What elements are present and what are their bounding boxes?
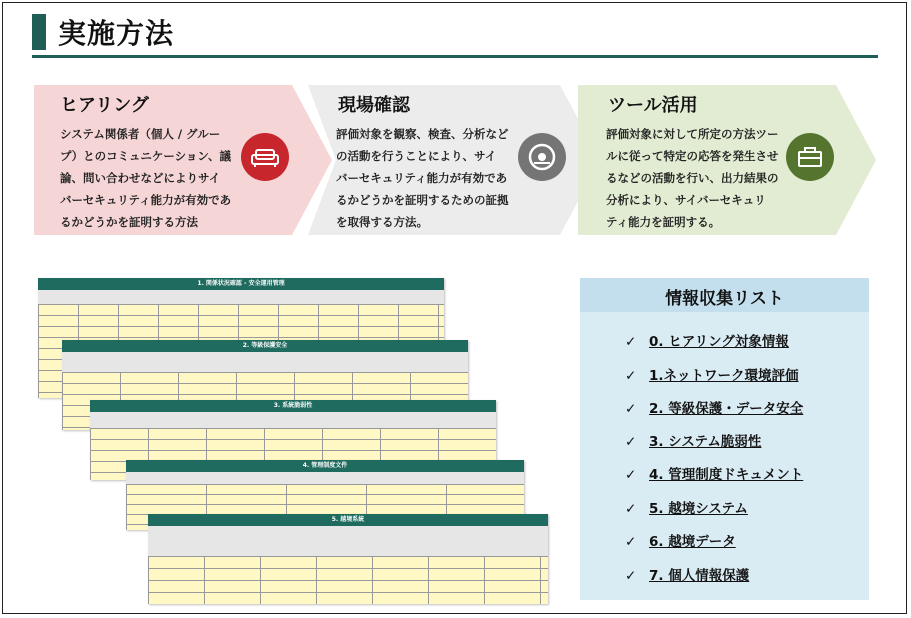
page-title: 実施方法	[58, 17, 175, 50]
title-accent-bar	[32, 14, 46, 50]
sheet-column-header	[148, 526, 548, 557]
sheet-grid	[148, 556, 548, 604]
list-item: ✓ 0. ヒアリング対象情報	[625, 334, 789, 350]
method-hearing	[34, 85, 334, 235]
list-item: ✓ 2. 等級保護・データ安全	[625, 401, 804, 417]
sheet-column-header	[90, 412, 496, 429]
sheet-title: 3. 系統脆弱性	[90, 400, 496, 412]
check-icon: ✓	[625, 334, 637, 350]
method-heading: ツール活用	[608, 95, 698, 116]
method-site-check	[308, 85, 608, 235]
list-item: ✓ 4. 管理制度ドキュメント	[625, 467, 804, 483]
method-tool-use	[578, 85, 878, 235]
check-icon: ✓	[625, 434, 637, 450]
sheet-title: 5. 越境系統	[148, 514, 548, 526]
list-item: ✓ 1.ネットワーク環境評価	[625, 368, 799, 384]
list-title: 情報収集リスト	[665, 289, 784, 309]
method-heading: 現場確認	[338, 95, 410, 116]
sheet-title: 2. 等級保護安全	[62, 340, 468, 352]
check-icon: ✓	[625, 534, 637, 550]
list-item: ✓ 6. 越境データ	[625, 534, 736, 550]
method-description: 評価対象に対して所定の方法ツー ルに従って特定の応答を発生させ るなどの活動を行い、出力結果の 分析により、サイバーセキュリ ティ能力を証明する。	[606, 127, 779, 229]
disc-icon	[518, 133, 566, 181]
toolbox-icon	[786, 133, 834, 181]
check-icon: ✓	[625, 501, 637, 517]
list-item: ✓ 3. システム脆弱性	[625, 434, 762, 450]
sheet-column-header	[38, 290, 444, 305]
check-icon: ✓	[625, 368, 637, 384]
title-underline	[32, 55, 878, 58]
sheet-preview	[148, 514, 548, 604]
check-icon: ✓	[625, 568, 637, 584]
info-collection-list	[580, 278, 869, 600]
check-icon: ✓	[625, 467, 637, 483]
sheet-title: 1. 関係状況確認 ‐ 安全運用管理	[38, 278, 444, 290]
method-description: システム関係者（個人 / グルー プ）とのコミュニケーション、議 論、問い合わせなどによりサイ バーセキュリティ能力が有効であ るかどうかを証明する方法	[60, 127, 232, 229]
check-icon: ✓	[625, 401, 637, 417]
sheet-column-header	[62, 352, 468, 373]
method-heading: ヒアリング	[60, 95, 149, 116]
method-description: 評価対象を観察、検査、分析など の活動を行うことにより、サイ バーセキュリティ能力が有効であ るかどうかを証明するための証拠 を取得する方法。	[336, 127, 509, 229]
sofa-icon	[241, 133, 289, 181]
list-item: ✓ 5. 越境システム	[625, 501, 748, 517]
list-item: ✓ 7. 個人情報保護	[625, 568, 750, 584]
sheet-title: 4. 管理制度文件	[126, 460, 524, 472]
